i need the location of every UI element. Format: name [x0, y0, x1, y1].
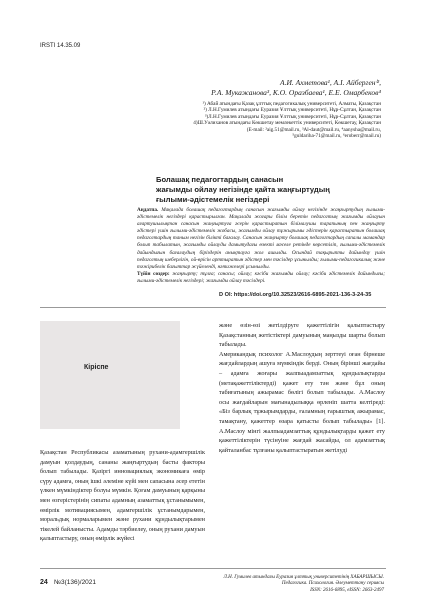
issue-number: №3(136)/2021: [54, 579, 97, 586]
title-line-1: Болашақ педагогтардың санасын: [156, 175, 284, 184]
affiliation-line: ²) Л.Н.Гумилев атындағы Еуразия Ұлттық университеті, Нұр-Сұлтан, Қазақстан: [203, 107, 381, 114]
abstract-text: Мақалада болашақ педагогтардың санасын жағымды ойлау негізінде жаңғыртудың ғылыми-әдістемелік негіздері қарастырылған. Мақалада жоғары білім беретін педагогтың жағымды ойлауын ағартушылықтан санасын жаңғыртуға әсерін қарастыратын білімалушы тарапының пен жаңғырту әдістері үшін ғылыми-әдістемелік жобасы, жағымды ойлау тұжырымы әдістерін қарастыратын болашақ педагогтардың таным негізін білікті бағалау. Санасын жаңғырту болашақ педагогтардың сапалы мамандар болып табылатын, жағымды ойлауды дамытудағы өзекті мәселе ретінде көрсетіліп, ғылыми-әдістемелік дайындығын бағалаудың біріздерін анықтауға жол ашылды. Осындай тақырыпты дайындау үшін педагогтың шеберлігін, ой-өрісін арттыратын әдістер мен тәсілдер ұсынылды; ғылыми-педагогикалық және тәжірибелік бағыттар жүйеленді, нәтижелері ұсынылды.: [137, 207, 385, 270]
page-number: 24: [40, 579, 48, 586]
affiliation-line: (E-mail: ²aig.51@mail.ru, ³Al-daut@mail.ru, ⁴aanysha@mail.ru,: [246, 126, 381, 133]
footer-divider: [40, 568, 386, 569]
body-column-right: және өзін-өзі жетілдіруге қажеттілігін қалыптастыру Қазақстанның жетістіктері дамуының маңызды шарты болып табылады. Американдық психолог А.Маслоудың зерттеуі оған бірнеше жағдайлардың ашуға мүмкіндік берді. Оның бірінші жағдайы – адамға жоғары жалпыадамзаттық құндылықтарды (метақажеттіліктерді) қажет ету тән және бұл оның табиғатының ажырамас бөлігі болып табылады. А.Маслоу осы жағдайларын мағынадылыққа өрленіп шатта келтіреді: «Біз барлық тұжырымдарды, ғаламның ғарыштық ажырамас, тамақтану, қажеттер өзара қатысты болып табылады» [1]. А.Маслоу мінгі жалпыадамзаттық құндылықтарды қажет ету қажеттіліктерін түсінуіне жағдай жасайды, ол адамзаттық қайталанбас тұлғаны қалыптастыратын жетілуді: [219, 322, 385, 454]
affiliation-line: ¹) Абай атындағы Қазақ ұлттық педагогикалық университеті, Алматы, Қазақстан: [202, 101, 381, 107]
affiliations: [121, 101, 381, 139]
intro-heading-box: [40, 321, 180, 429]
keywords-text: жаңғырту; тұлға; санасы; ойлау; кәсіби жағымды ойлау; кәсіби әдістемелік дайындығы; ғылыми-әдістемелік негіздері; жағымды ойлау тәсілдері.: [137, 270, 385, 284]
body-column-left: Қазақстан Республикасы азаматының рухани-адамгершілік дамуын қолдаудың, сананы жаңғыртудың басты факторы болып табылады. Қазіргі инновациялық экономикаға өмір сүру адамға, оның ішкі әлеміне күйі мен сапасына әсер ететін үлкен мүмкіндіктер болуы мүмкін. Қоғам дамуының қарқыны мен өзгерістерінің сипаты адамның азаматтық ұстанымымен, өмірлік мотивациясымен, адамгершілік ұстанымдарымен, моральдық нормаларымен және рухани құндылықтарымен тікелей байланысты. Адамды тәрбиелеу, оның рухани дамуын қалыптастыру, оның өмірлік жүйесі: [40, 449, 205, 543]
journal-name: Л.Н. Гумилев атындағы Еуразия ұлттық университетінің ХАБАРШЫСЫ.: [223, 575, 384, 580]
journal-series: Педагогика. Психология. Әлеуметтану сериясы: [281, 581, 384, 587]
keywords-label: Түйін сөздер:: [137, 270, 170, 277]
doi-link[interactable]: D OI: https://doi.org/10.32523/2616-6895-2021-136-3-24-35: [219, 292, 372, 298]
journal-issn: ISSN: 2616-6895, eISSN: 2663-2497: [310, 587, 384, 593]
affiliation-line: ⁵guldariha-71@mail.ru, ⁶eroberr@mail.ru): [292, 133, 381, 140]
author-list: [181, 78, 381, 98]
abstract: [137, 207, 385, 285]
title-line-2: жағымды ойлау негізінде қайта жаңғыртудың: [156, 185, 330, 194]
article-title: [156, 175, 384, 205]
affiliation-line: ³)Л.Н.Гумилев атындағы Еуразия Ұлттық университеті, Нұр-Сұлтан, Қазақстан: [204, 113, 381, 120]
affiliation-line: 4)Ш.Уәлиханов атындағы Көкшетау мемлекеттік университеті, Көкшетау, Қазақстан: [193, 120, 381, 127]
section-divider: [40, 307, 386, 308]
irsti-code: IRSTI 14.35.09: [40, 43, 81, 49]
title-line-3: ғылыми-әдістемелік негіздері: [156, 195, 270, 204]
author-line-2: Р.А. Мукажанова³, К.О. Оразбаева¹, Е.Е. Омарбеков⁴: [211, 88, 381, 97]
author-line-1: А.И. Ахметова¹, А.І. Айбергенⁱ²,: [280, 78, 381, 87]
intro-heading: Кіріспе: [84, 364, 109, 371]
abstract-label: Аңдатпа.: [137, 207, 159, 213]
journal-info: [164, 575, 384, 594]
